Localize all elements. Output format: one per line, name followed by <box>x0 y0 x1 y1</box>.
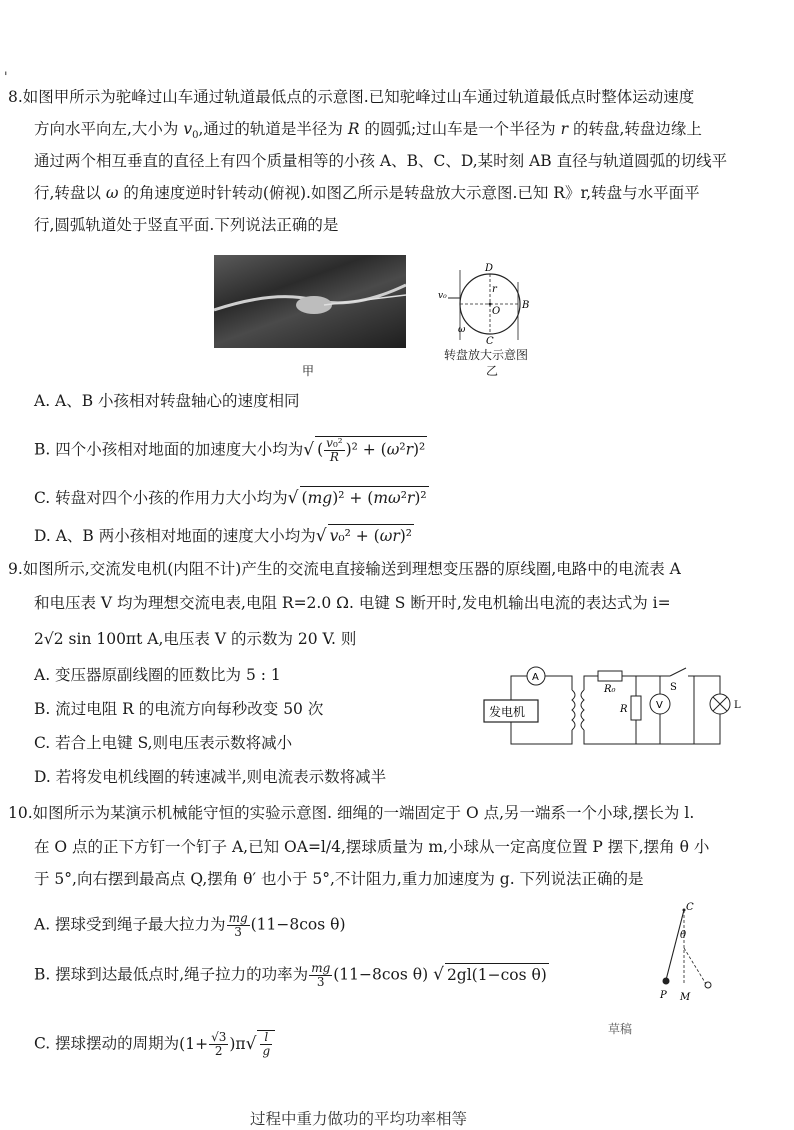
q10-line2: 在 O 点的正下方钉一个钉子 A,已知 OA=l/4,摆球质量为 m,小球从一定高度位置 P 摆下,摆角 θ 小 <box>34 838 710 856</box>
q8-line1: 8.如图甲所示为驼峰过山车通过轨道最低点的示意图.已知驼峰过山车通过轨道最低点时整体运动速度 <box>8 88 695 106</box>
q9-line1: 9.如图所示,交流发电机(内阻不计)产生的交流电直接输送到理想变压器的原线圈,电路中的电流表 A <box>8 560 681 578</box>
page-corner-mark: ' <box>4 70 8 85</box>
draft-stamp: 草稿 <box>608 1022 633 1036</box>
q8-line4: 行,转盘以 ω 的角速度逆时针转动(俯视).如图乙所示是转盘放大示意图.已知 R》r,转盘与水平面平 <box>34 184 700 202</box>
q9-option-d: D. 若将发电机线圈的转速减半,则电流表示数将减半 <box>34 768 387 786</box>
q9-line3: 2√2 sin 100πt A,电压表 V 的示数为 20 V. 则 <box>34 630 357 648</box>
q10-number: 10. <box>8 804 33 822</box>
circuit-r0-label: R₀ <box>604 684 616 695</box>
pendulum-label-c: C <box>686 902 694 913</box>
circuit-switch-label[interactable]: S <box>670 682 677 693</box>
q8-option-b: B. 四个小孩相对地面的加速度大小均为√ ( $\frac{\text{v₀²}}{R}$ )² + (ω²r)² <box>34 436 426 464</box>
q8-option-a: A. A、B 小孩相对转盘轴心的速度相同 <box>34 392 300 410</box>
circuit-lamp-label: L <box>734 700 741 711</box>
q10-cut-off-line: 过程中重力做功的平均功率相等 <box>250 1110 468 1128</box>
q10-line3: 于 5°,向右摆到最高点 Q,摆角 θ′ 也小于 5°,不计阻力,重力加速度为 g. 下列说法正确的是 <box>34 870 644 888</box>
circuit-voltmeter-label[interactable]: V <box>656 700 663 711</box>
q8-option-c: C. 转盘对四个小孩的作用力大小均为√ (mg)² + (mω²r)² <box>34 488 427 508</box>
q10-option-b: B. 摆球到达最低点时,绳子拉力的功率为 $\frac{mg}{3}$ (11−8cos θ) √ 2gl(1−cos θ) <box>34 961 547 989</box>
q9-option-a: A. 变压器原副线圈的匝数比为 5 : 1 <box>34 666 281 684</box>
q8-number: 8. <box>8 88 23 106</box>
turntable-label-d: D <box>485 263 494 274</box>
turntable-label-r: r <box>492 284 497 295</box>
q9-option-b: B. 流过电阻 R 的电流方向每秒改变 50 次 <box>34 700 324 718</box>
turntable-label-v0: v₀ <box>438 291 447 301</box>
q8-figure-left-label: 甲 <box>302 364 315 378</box>
pendulum-ball-icon <box>663 978 670 985</box>
q9-line2: 和电压表 V 均为理想交流电表,电阻 R=2.0 Ω. 电键 S 断开时,发电机输出电流的表达式为 i= <box>34 594 671 612</box>
q8-line2: 方向水平向左,大小为 $v_0$,通过的轨道是半径为 R 的圆弧;过山车是一个半径为 r 的转盘,转盘边缘上 <box>34 120 702 142</box>
circuit-generator-label: 发电机 <box>489 705 526 719</box>
pendulum-label-theta: θ <box>680 930 687 941</box>
q9-circuit-diagram <box>480 660 750 752</box>
q10-option-a: A. 摆球受到绳子最大拉力为 $\frac{mg}{3}$ (11−8cos θ) <box>34 911 346 939</box>
turntable-label-o: O <box>492 306 501 317</box>
q10-pendulum-diagram <box>650 900 730 1004</box>
circuit-r-label: R <box>620 704 628 715</box>
q8-line5: 行,圆弧轨道处于竖直平面.下列说法正确的是 <box>34 216 339 234</box>
q8-option-d: D. A、B 两小孩相对地面的速度大小均为√ v₀² + (ωr)² <box>34 526 413 546</box>
q9-option-c: C. 若合上电键 S,则电压表示数将减小 <box>34 734 293 752</box>
turntable-label-c: C <box>486 336 494 347</box>
pendulum-label-p: P <box>660 990 667 1001</box>
circuit-ammeter-label[interactable]: A <box>532 672 539 683</box>
pendulum-label-m: M <box>680 992 691 1003</box>
turntable-label-omega: ω <box>458 325 466 335</box>
q9-number: 9. <box>8 560 23 578</box>
coaster-track-sketch <box>214 255 406 348</box>
q8-line3: 通过两个相互垂直的直径上有四个质量相等的小孩 A、B、C、D,某时刻 AB 直径与轨道圆弧的切线平 <box>34 152 728 170</box>
q8-figure-photo <box>214 255 406 348</box>
q8-figure-right-label: 乙 <box>486 364 499 378</box>
turntable-label-b: B <box>522 300 530 311</box>
q10-line1: 10.如图所示为某演示机械能守恒的实验示意图. 细绳的一端固定于 O 点,另一端系一个小球,摆长为 l. <box>8 804 695 822</box>
q10-option-c: C. 摆球摆动的周期为(1+ $\frac{√3}{2}$ )π√ $\frac{l}{g}$ <box>34 1030 275 1058</box>
q8-turntable-diagram <box>430 262 530 347</box>
q8-figure-right-caption: 转盘放大示意图 <box>444 348 529 362</box>
